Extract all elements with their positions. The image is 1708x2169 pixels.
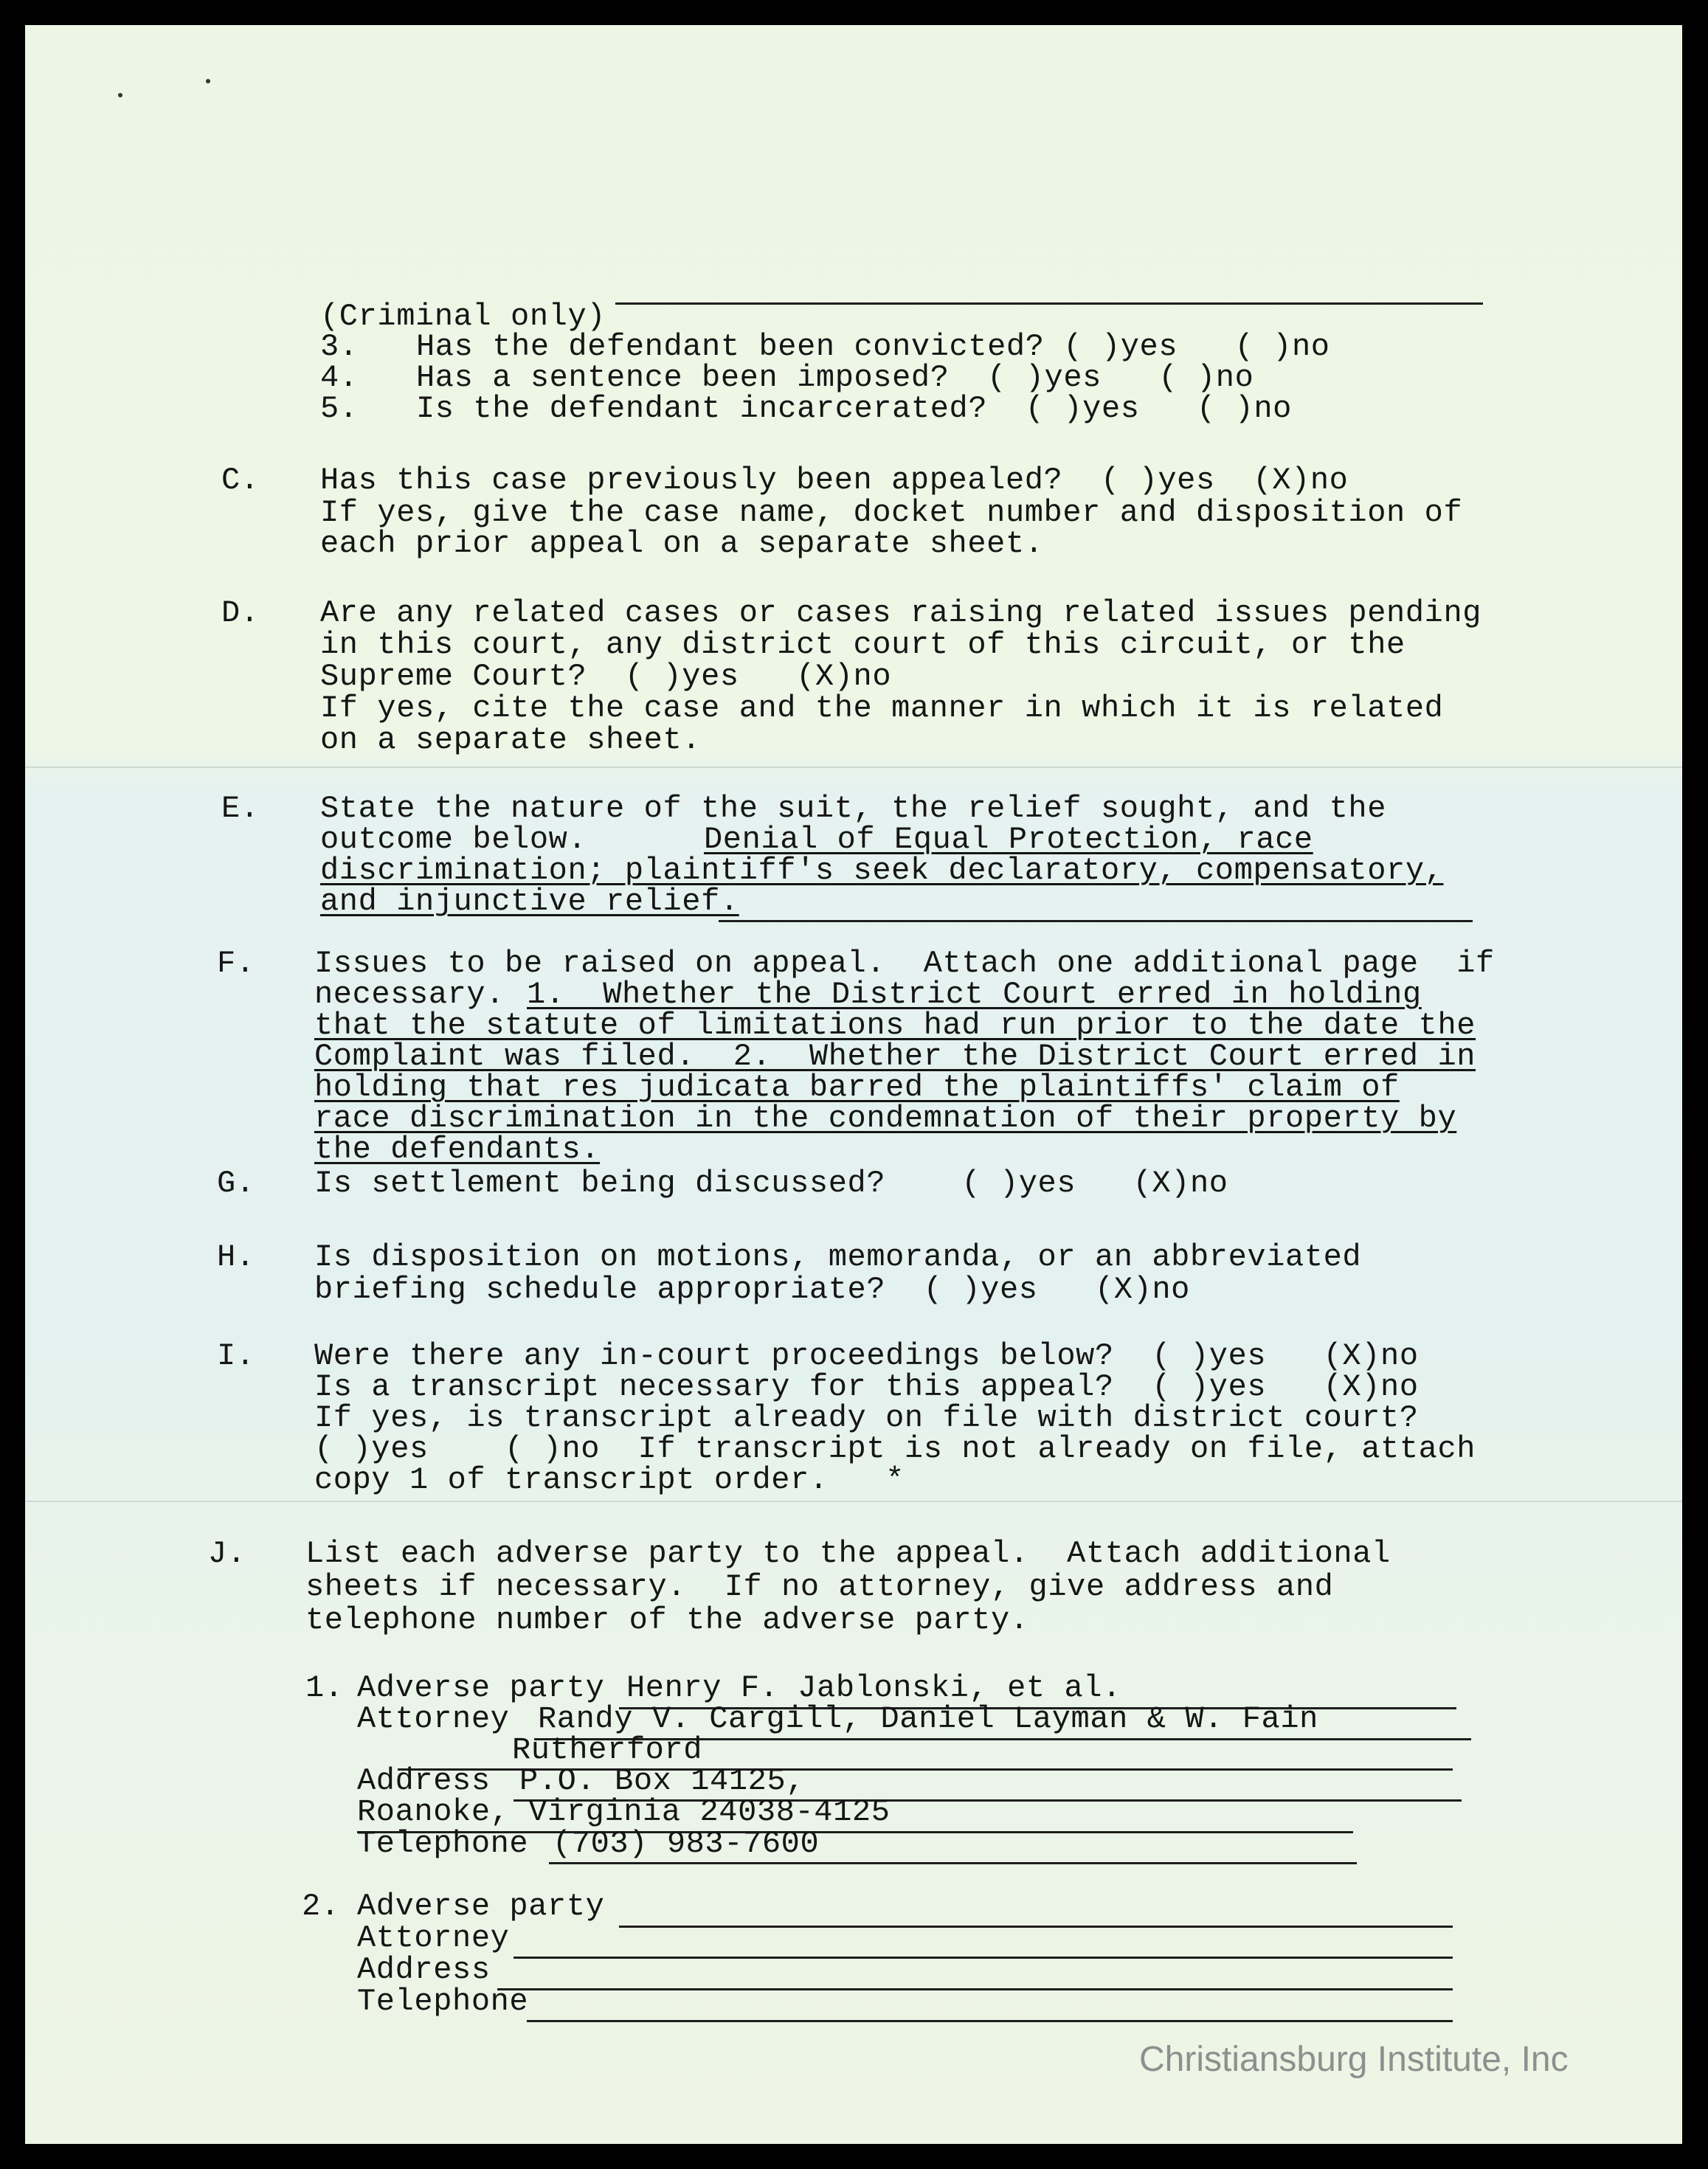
address-value: P.O. Box 14125, — [519, 1763, 806, 1799]
blank-line — [719, 920, 1473, 922]
blank-line — [527, 2020, 1453, 2022]
question-number: 4. — [320, 360, 359, 395]
section-label: H. — [217, 1239, 255, 1275]
adverse-party-label: Adverse party — [357, 1670, 605, 1706]
section-text: Are any related cases or cases raising related issues pending — [320, 595, 1482, 631]
section-text: Is settlement being discussed? ( )yes (X)no — [314, 1166, 1228, 1201]
blank-line — [497, 1988, 1453, 1990]
section-text: on a separate sheet. — [320, 722, 702, 758]
party-number: 1. — [305, 1670, 344, 1706]
page-fold — [25, 1501, 1682, 1502]
address-label: Address — [357, 1952, 491, 1988]
question-text: Has the defendant been convicted? ( )yes ( )no — [416, 329, 1330, 364]
section-text: in this court, any district court of this circuit, or the — [320, 627, 1406, 663]
adverse-party-label: Adverse party — [357, 1889, 605, 1924]
speck — [206, 79, 210, 83]
speck — [118, 93, 122, 97]
section-text: telephone number of the adverse party. — [305, 1602, 1029, 1638]
attorney-value-continued: Rutherford — [512, 1732, 703, 1768]
answer-text: race discrimination in the condemnation of their property by — [314, 1101, 1457, 1136]
answer-text: discrimination; plaintiff's seek declaratory, compensatory, — [320, 853, 1444, 888]
section-text: Has this case previously been appealed? ( )yes (X)no — [320, 463, 1349, 498]
section-text: If yes, give the case name, docket number and disposition of — [320, 495, 1463, 530]
address-label: Address — [357, 1763, 491, 1799]
question-number: 5. — [320, 391, 359, 426]
section-label: I. — [217, 1338, 255, 1374]
section-label: C. — [221, 463, 260, 498]
answer-text: and injunctive relief. — [320, 884, 739, 919]
telephone-label: Telephone — [357, 1984, 529, 2019]
section-text: Issues to be raised on appeal. Attach one additional page if — [314, 946, 1495, 981]
answer-text: Complaint was filed. 2. Whether the District Court erred in — [314, 1039, 1476, 1074]
section-text: briefing schedule appropriate? ( )yes (X)no — [314, 1272, 1190, 1307]
page-fold — [25, 767, 1682, 768]
section-label: G. — [217, 1166, 255, 1201]
section-text: If yes, cite the case and the manner in which it is related — [320, 691, 1444, 726]
question-text: Has a sentence been imposed? ( )yes ( )no — [416, 360, 1254, 395]
section-label: D. — [221, 595, 260, 631]
telephone-label: Telephone — [357, 1826, 529, 1861]
section-text: necessary. — [314, 977, 505, 1012]
adverse-party-value: Henry F. Jablonski, et al. — [626, 1670, 1121, 1706]
attorney-value: Randy V. Cargill, Daniel Layman & W. Fain — [538, 1701, 1318, 1737]
section-text: ( )yes ( )no If transcript is not already on file, attach — [314, 1431, 1476, 1467]
section-text: Is a transcript necessary for this appeal? ( )yes (X)no — [314, 1369, 1419, 1405]
section-text: sheets if necessary. If no attorney, give address and — [305, 1569, 1334, 1605]
section-text: List each adverse party to the appeal. Attach additional — [305, 1536, 1391, 1571]
answer-text: Denial of Equal Protection, race — [704, 822, 1313, 857]
section-text: Supreme Court? ( )yes (X)no — [320, 659, 892, 694]
section-text: each prior appeal on a separate sheet. — [320, 526, 1044, 561]
section-label: E. — [221, 791, 260, 826]
answer-text: holding that res judicata barred the plaintiffs' claim of — [314, 1070, 1400, 1105]
watermark: Christiansburg Institute, Inc — [1139, 2040, 1569, 2079]
answer-text: 1. Whether the District Court erred in holding — [527, 977, 1422, 1012]
section-text: copy 1 of transcript order. * — [314, 1462, 905, 1498]
blank-line — [549, 1862, 1357, 1864]
answer-text: that the statute of limitations had run prior to the date the — [314, 1008, 1476, 1043]
criminal-only-label: (Criminal only) — [320, 299, 606, 334]
section-text: Is disposition on motions, memoranda, or an abbreviated — [314, 1239, 1362, 1275]
section-label: J. — [208, 1536, 246, 1571]
question-text: Is the defendant incarcerated? ( )yes ( )no — [416, 391, 1292, 426]
answer-text: the defendants. — [314, 1132, 601, 1167]
blank-line — [615, 302, 1483, 305]
section-text: If yes, is transcript already on file with district court? — [314, 1400, 1419, 1436]
attorney-label: Attorney — [357, 1701, 510, 1737]
party-number: 2. — [302, 1889, 340, 1924]
section-label: F. — [217, 946, 255, 981]
section-text: State the nature of the suit, the relief sought, and the — [320, 791, 1387, 826]
question-number: 3. — [320, 329, 359, 364]
address-value-continued: Roanoke, Virginia 24038-4125 — [357, 1794, 891, 1830]
blank-line — [514, 1957, 1453, 1959]
attorney-label: Attorney — [357, 1920, 510, 1956]
section-text: Were there any in-court proceedings below? ( )yes (X)no — [314, 1338, 1419, 1374]
document-page — [25, 25, 1682, 2144]
blank-line — [619, 1926, 1453, 1928]
section-text: outcome below. — [320, 822, 587, 857]
telephone-value: (703) 983-7600 — [553, 1826, 820, 1861]
